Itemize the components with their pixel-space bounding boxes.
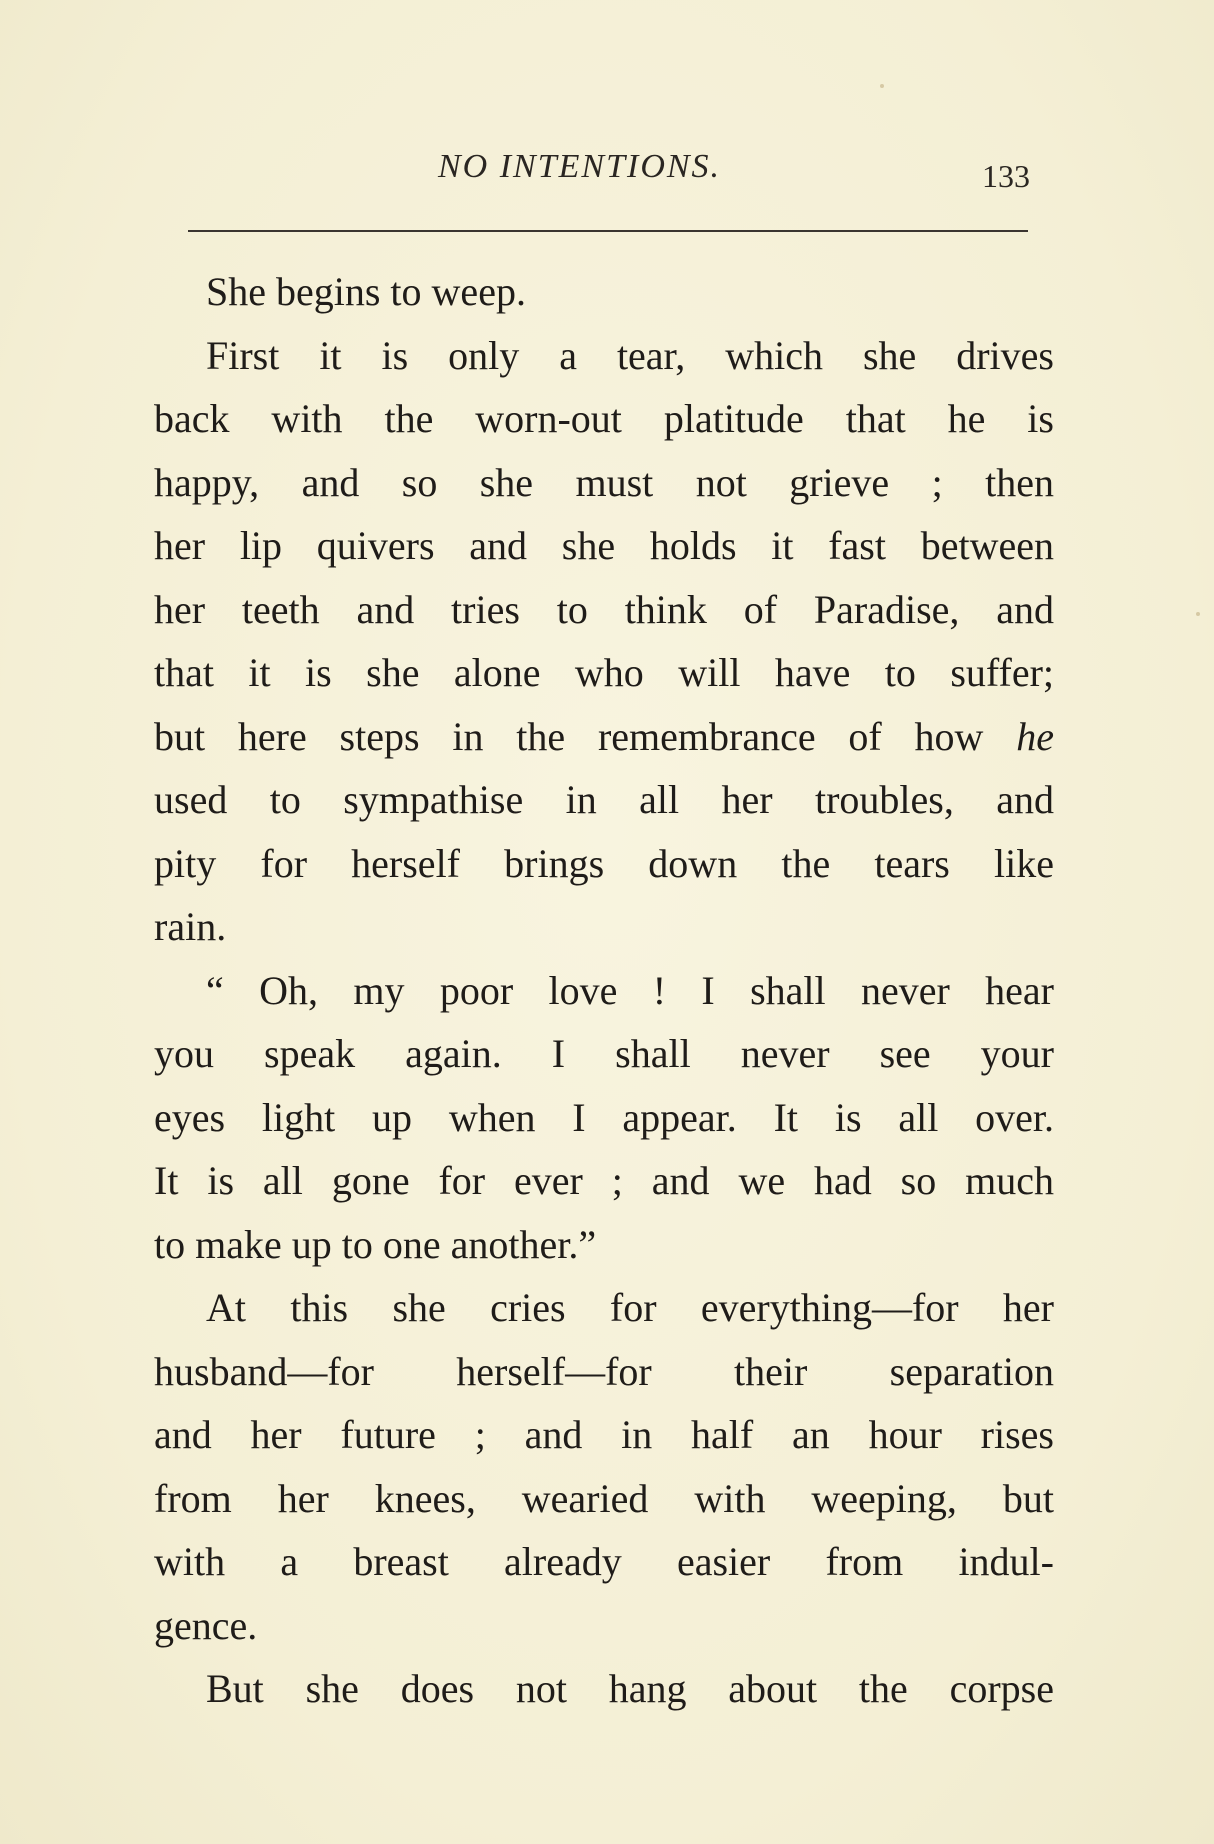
text-line: used to sympathise in all her troubles, and <box>154 777 1054 822</box>
text-line: “ Oh, my poor love ! I shall never hear <box>206 967 1054 1013</box>
body-text <box>154 260 1054 1721</box>
text-line: back with the worn-out platitude that he is <box>154 396 1054 441</box>
text-line: from her knees, wearied with weeping, but <box>154 1475 1054 1521</box>
text-line: eyes light up when I appear. It is all over. <box>154 1094 1054 1140</box>
paper-fleck <box>1196 612 1200 616</box>
header-rule <box>188 230 1028 232</box>
text-line: But she does not hang about the corpse <box>206 1666 1054 1711</box>
text-line: husband—for herself—for their separation <box>154 1348 1054 1394</box>
text-line: She begins to weep. <box>206 269 526 314</box>
text-line: pity for herself brings down the tears like <box>154 840 1054 886</box>
italic-word: he <box>1016 713 1054 759</box>
text-line: her lip quivers and she holds it fast between <box>154 523 1054 568</box>
text-line: First it is only a tear, which she drives <box>206 332 1054 378</box>
text-line: with a breast already easier from indul- <box>154 1539 1054 1584</box>
text-line <box>154 705 1054 769</box>
text-line-main: but here steps in the remembrance of how <box>154 713 1017 759</box>
text-line: At this she cries for everything—for her <box>206 1285 1054 1330</box>
text-line: gence. <box>154 1602 258 1648</box>
text-line: that it is she alone who will have to suffer; <box>154 650 1054 695</box>
paper-fleck <box>880 84 884 88</box>
text-line: and her future ; and in half an hour rises <box>154 1412 1054 1457</box>
text-line: happy, and so she must not grieve ; then <box>154 459 1054 505</box>
running-head-title: NO INTENTIONS. <box>438 148 722 185</box>
text-line: to make up to one another.” <box>154 1221 597 1267</box>
text-line: It is all gone for ever ; and we had so much <box>154 1158 1054 1203</box>
text-line: rain. <box>154 904 227 949</box>
text-line: her teeth and tries to think of Paradise, and <box>154 586 1054 632</box>
page-number: 133 <box>982 158 1030 194</box>
text-line: you speak again. I shall never see your <box>154 1031 1054 1076</box>
